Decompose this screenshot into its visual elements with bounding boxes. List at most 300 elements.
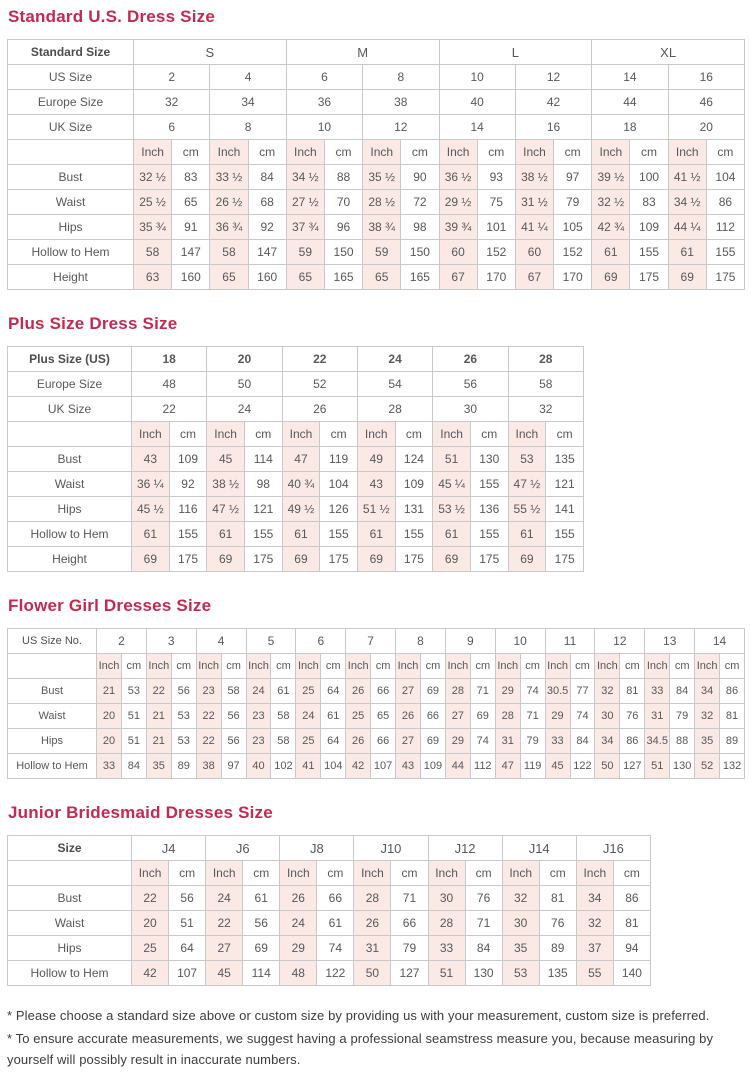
unit-header-row bbox=[8, 140, 745, 165]
inch-value-cell: 51 ½ bbox=[357, 497, 395, 522]
standard-size-table-container bbox=[7, 39, 745, 290]
unit-cm-header-cell: cm bbox=[539, 861, 576, 886]
cm-value-cell: 130 bbox=[670, 754, 695, 779]
cm-value-cell: 112 bbox=[470, 754, 495, 779]
cm-value-cell: 122 bbox=[317, 961, 354, 986]
unit-header-row bbox=[8, 861, 651, 886]
size-value-cell: 6 bbox=[134, 115, 210, 140]
table-row bbox=[8, 547, 584, 572]
inch-value-cell: 23 bbox=[246, 704, 271, 729]
inch-value-cell: 39 ¾ bbox=[439, 215, 477, 240]
section-flower-girl bbox=[7, 596, 745, 779]
unit-cm-header-cell: cm bbox=[706, 140, 744, 165]
cm-value-cell: 56 bbox=[243, 911, 280, 936]
row-label: Waist bbox=[8, 704, 97, 729]
size-value-cell: 58 bbox=[508, 372, 583, 397]
unit-inch-header-cell: Inch bbox=[146, 654, 171, 679]
table-row bbox=[8, 679, 745, 704]
unit-inch-header-cell: Inch bbox=[439, 140, 477, 165]
inch-value-cell: 29 bbox=[545, 704, 570, 729]
table-row bbox=[8, 472, 584, 497]
inch-value-cell: 44 bbox=[445, 754, 470, 779]
cm-value-cell: 74 bbox=[470, 729, 495, 754]
row-label: Bust bbox=[8, 679, 97, 704]
row-label: Hips bbox=[8, 497, 132, 522]
inch-value-cell: 58 bbox=[210, 240, 248, 265]
inch-value-cell: 22 bbox=[196, 729, 221, 754]
inch-value-cell: 53 ½ bbox=[433, 497, 471, 522]
inch-value-cell: 29 ½ bbox=[439, 190, 477, 215]
cm-value-cell: 56 bbox=[171, 679, 196, 704]
cm-value-cell: 155 bbox=[470, 472, 508, 497]
table-row bbox=[8, 886, 651, 911]
cm-value-cell: 175 bbox=[546, 547, 584, 572]
inch-value-cell: 35 bbox=[502, 936, 539, 961]
size-value-cell: 38 bbox=[363, 90, 439, 115]
inch-value-cell: 69 bbox=[207, 547, 245, 572]
inch-value-cell: 28 bbox=[354, 886, 391, 911]
inch-value-cell: 37 ¾ bbox=[286, 215, 324, 240]
size-header-cell: 11 bbox=[545, 629, 595, 654]
size-header-cell: 7 bbox=[346, 629, 396, 654]
cm-value-cell: 83 bbox=[172, 165, 210, 190]
size-header-cell: J4 bbox=[132, 836, 206, 861]
unit-cm-header-cell: cm bbox=[321, 654, 346, 679]
row-label: Bust bbox=[8, 447, 132, 472]
unit-cm-header-cell: cm bbox=[520, 654, 545, 679]
cm-value-cell: 84 bbox=[121, 754, 146, 779]
table-row bbox=[8, 115, 745, 140]
cm-value-cell: 136 bbox=[470, 497, 508, 522]
inch-value-cell: 41 ¼ bbox=[515, 215, 553, 240]
inch-value-cell: 32 bbox=[595, 679, 620, 704]
size-value-cell: 32 bbox=[134, 90, 210, 115]
cm-value-cell: 130 bbox=[465, 961, 502, 986]
cm-value-cell: 100 bbox=[630, 165, 668, 190]
junior-bridesmaid-table-container bbox=[7, 835, 745, 986]
size-value-cell: 10 bbox=[439, 65, 515, 90]
inch-value-cell: 41 ½ bbox=[668, 165, 706, 190]
inch-value-cell: 25 bbox=[296, 679, 321, 704]
cm-value-cell: 56 bbox=[221, 704, 246, 729]
cm-value-cell: 69 bbox=[243, 936, 280, 961]
size-table bbox=[7, 628, 745, 779]
size-value-cell: 54 bbox=[357, 372, 432, 397]
table-row bbox=[8, 522, 584, 547]
inch-value-cell: 29 bbox=[280, 936, 317, 961]
cm-value-cell: 84 bbox=[248, 165, 286, 190]
size-value-cell: 16 bbox=[515, 115, 591, 140]
cm-value-cell: 107 bbox=[371, 754, 396, 779]
unit-inch-header-cell: Inch bbox=[433, 422, 471, 447]
cm-value-cell: 96 bbox=[324, 215, 362, 240]
cm-value-cell: 89 bbox=[539, 936, 576, 961]
cm-value-cell: 58 bbox=[271, 729, 296, 754]
unit-cm-header-cell: cm bbox=[317, 861, 354, 886]
size-value-cell: 56 bbox=[433, 372, 508, 397]
cm-value-cell: 66 bbox=[371, 679, 396, 704]
inch-value-cell: 24 bbox=[246, 679, 271, 704]
inch-value-cell: 51 bbox=[645, 754, 670, 779]
inch-value-cell: 69 bbox=[668, 265, 706, 290]
size-header-cell: L bbox=[439, 40, 592, 65]
inch-value-cell: 27 bbox=[206, 936, 243, 961]
inch-value-cell: 58 bbox=[134, 240, 172, 265]
cm-value-cell: 121 bbox=[244, 497, 282, 522]
cm-value-cell: 91 bbox=[172, 215, 210, 240]
unit-inch-header-cell: Inch bbox=[132, 861, 169, 886]
cm-value-cell: 165 bbox=[324, 265, 362, 290]
size-value-cell: 2 bbox=[134, 65, 210, 90]
unit-inch-header-cell: Inch bbox=[363, 140, 401, 165]
row-label: Hips bbox=[8, 936, 132, 961]
size-header-cell: 12 bbox=[595, 629, 645, 654]
unit-cm-header-cell: cm bbox=[570, 654, 595, 679]
size-value-cell: 24 bbox=[207, 397, 282, 422]
unit-inch-header-cell: Inch bbox=[428, 861, 465, 886]
cm-value-cell: 98 bbox=[401, 215, 439, 240]
cm-value-cell: 86 bbox=[706, 190, 744, 215]
inch-value-cell: 69 bbox=[433, 547, 471, 572]
cm-value-cell: 155 bbox=[320, 522, 358, 547]
inch-value-cell: 34 ½ bbox=[668, 190, 706, 215]
cm-value-cell: 70 bbox=[324, 190, 362, 215]
inch-value-cell: 26 bbox=[396, 704, 421, 729]
unit-cm-header-cell: cm bbox=[554, 140, 592, 165]
cm-value-cell: 175 bbox=[630, 265, 668, 290]
inch-value-cell: 22 bbox=[146, 679, 171, 704]
cm-value-cell: 79 bbox=[391, 936, 428, 961]
cm-value-cell: 51 bbox=[121, 704, 146, 729]
inch-value-cell: 69 bbox=[132, 547, 170, 572]
size-value-cell: 30 bbox=[433, 397, 508, 422]
unit-cm-header-cell: cm bbox=[477, 140, 515, 165]
cm-value-cell: 170 bbox=[554, 265, 592, 290]
inch-value-cell: 48 bbox=[280, 961, 317, 986]
cm-value-cell: 150 bbox=[401, 240, 439, 265]
inch-value-cell: 23 bbox=[246, 729, 271, 754]
unit-header-row bbox=[8, 422, 584, 447]
size-header-cell: J6 bbox=[206, 836, 280, 861]
inch-value-cell: 43 bbox=[357, 472, 395, 497]
cm-value-cell: 94 bbox=[613, 936, 650, 961]
cm-value-cell: 126 bbox=[320, 497, 358, 522]
cm-value-cell: 81 bbox=[613, 911, 650, 936]
inch-value-cell: 47 ½ bbox=[207, 497, 245, 522]
inch-value-cell: 42 bbox=[132, 961, 169, 986]
cm-value-cell: 64 bbox=[169, 936, 206, 961]
unit-inch-header-cell: Inch bbox=[196, 654, 221, 679]
unit-cm-header-cell: cm bbox=[470, 422, 508, 447]
row-label: Hollow to Hem bbox=[8, 961, 132, 986]
inch-value-cell: 25 bbox=[296, 729, 321, 754]
size-header-cell: 8 bbox=[396, 629, 446, 654]
inch-value-cell: 59 bbox=[363, 240, 401, 265]
inch-value-cell: 26 ½ bbox=[210, 190, 248, 215]
cm-value-cell: 71 bbox=[391, 886, 428, 911]
inch-value-cell: 26 bbox=[346, 679, 371, 704]
inch-value-cell: 61 bbox=[433, 522, 471, 547]
cm-value-cell: 107 bbox=[169, 961, 206, 986]
cm-value-cell: 150 bbox=[324, 240, 362, 265]
cm-value-cell: 61 bbox=[243, 886, 280, 911]
cm-value-cell: 170 bbox=[477, 265, 515, 290]
cm-value-cell: 98 bbox=[244, 472, 282, 497]
inch-value-cell: 31 bbox=[645, 704, 670, 729]
cm-value-cell: 155 bbox=[546, 522, 584, 547]
inch-value-cell: 26 bbox=[354, 911, 391, 936]
cm-value-cell: 56 bbox=[169, 886, 206, 911]
size-header-cell: XL bbox=[592, 40, 745, 65]
table-row bbox=[8, 65, 745, 90]
cm-value-cell: 130 bbox=[470, 447, 508, 472]
inch-value-cell: 22 bbox=[132, 886, 169, 911]
cm-value-cell: 119 bbox=[320, 447, 358, 472]
unit-cm-header-cell: cm bbox=[391, 861, 428, 886]
row-label: Plus Size (US) bbox=[8, 347, 132, 372]
row-label bbox=[8, 654, 97, 679]
cm-value-cell: 175 bbox=[244, 547, 282, 572]
inch-value-cell: 45 bbox=[206, 961, 243, 986]
size-value-cell: 12 bbox=[363, 115, 439, 140]
footnote-custom-size: * Please choose a standard size above or custom size by providing us with your measurement, custom size is preferred. bbox=[7, 1008, 710, 1023]
flower-girl-table-container bbox=[7, 628, 745, 779]
cm-value-cell: 58 bbox=[271, 704, 296, 729]
table-header-row bbox=[8, 347, 584, 372]
table-row bbox=[8, 936, 651, 961]
cm-value-cell: 152 bbox=[554, 240, 592, 265]
row-label bbox=[8, 140, 134, 165]
cm-value-cell: 141 bbox=[546, 497, 584, 522]
size-value-cell: 52 bbox=[282, 372, 357, 397]
cm-value-cell: 86 bbox=[613, 886, 650, 911]
inch-value-cell: 38 ½ bbox=[515, 165, 553, 190]
inch-value-cell: 33 ½ bbox=[210, 165, 248, 190]
size-header-cell: 14 bbox=[695, 629, 745, 654]
unit-inch-header-cell: Inch bbox=[282, 422, 320, 447]
inch-value-cell: 45 ½ bbox=[132, 497, 170, 522]
inch-value-cell: 34 bbox=[695, 679, 720, 704]
size-table bbox=[7, 835, 651, 986]
cm-value-cell: 122 bbox=[570, 754, 595, 779]
table-row bbox=[8, 961, 651, 986]
size-value-cell: 34 bbox=[210, 90, 286, 115]
cm-value-cell: 51 bbox=[121, 729, 146, 754]
size-value-cell: 42 bbox=[515, 90, 591, 115]
inch-value-cell: 65 bbox=[286, 265, 324, 290]
inch-value-cell: 30.5 bbox=[545, 679, 570, 704]
cm-value-cell: 75 bbox=[477, 190, 515, 215]
cm-value-cell: 155 bbox=[630, 240, 668, 265]
row-label: Hollow to Hem bbox=[8, 754, 97, 779]
inch-value-cell: 33 bbox=[428, 936, 465, 961]
inch-value-cell: 61 bbox=[357, 522, 395, 547]
inch-value-cell: 65 bbox=[210, 265, 248, 290]
inch-value-cell: 69 bbox=[357, 547, 395, 572]
inch-value-cell: 59 bbox=[286, 240, 324, 265]
inch-value-cell: 35 ½ bbox=[363, 165, 401, 190]
cm-value-cell: 68 bbox=[248, 190, 286, 215]
row-label: Hollow to Hem bbox=[8, 240, 134, 265]
size-header-cell: 2 bbox=[97, 629, 147, 654]
table-row bbox=[8, 265, 745, 290]
inch-value-cell: 60 bbox=[515, 240, 553, 265]
inch-value-cell: 25 ½ bbox=[134, 190, 172, 215]
size-header-cell: J16 bbox=[576, 836, 650, 861]
size-value-cell: 6 bbox=[286, 65, 362, 90]
cm-value-cell: 114 bbox=[243, 961, 280, 986]
unit-header-row bbox=[8, 654, 745, 679]
cm-value-cell: 64 bbox=[321, 729, 346, 754]
cm-value-cell: 175 bbox=[169, 547, 207, 572]
inch-value-cell: 28 bbox=[445, 679, 470, 704]
cm-value-cell: 74 bbox=[570, 704, 595, 729]
inch-value-cell: 37 bbox=[576, 936, 613, 961]
unit-inch-header-cell: Inch bbox=[515, 140, 553, 165]
inch-value-cell: 27 ½ bbox=[286, 190, 324, 215]
row-label: Bust bbox=[8, 165, 134, 190]
row-label: Waist bbox=[8, 472, 132, 497]
unit-cm-header-cell: cm bbox=[465, 861, 502, 886]
unit-inch-header-cell: Inch bbox=[357, 422, 395, 447]
inch-value-cell: 69 bbox=[282, 547, 320, 572]
cm-value-cell: 140 bbox=[613, 961, 650, 986]
cm-value-cell: 175 bbox=[706, 265, 744, 290]
inch-value-cell: 45 bbox=[207, 447, 245, 472]
inch-value-cell: 43 bbox=[132, 447, 170, 472]
inch-value-cell: 50 bbox=[595, 754, 620, 779]
inch-value-cell: 36 ¼ bbox=[132, 472, 170, 497]
inch-value-cell: 40 ¾ bbox=[282, 472, 320, 497]
unit-inch-header-cell: Inch bbox=[280, 861, 317, 886]
inch-value-cell: 47 ½ bbox=[508, 472, 546, 497]
row-label: Waist bbox=[8, 911, 132, 936]
size-value-cell: 46 bbox=[668, 90, 744, 115]
table-row bbox=[8, 704, 745, 729]
cm-value-cell: 61 bbox=[317, 911, 354, 936]
inch-value-cell: 47 bbox=[495, 754, 520, 779]
inch-value-cell: 21 bbox=[97, 679, 122, 704]
cm-value-cell: 86 bbox=[620, 729, 645, 754]
inch-value-cell: 32 bbox=[695, 704, 720, 729]
size-value-cell: 20 bbox=[668, 115, 744, 140]
cm-value-cell: 155 bbox=[169, 522, 207, 547]
inch-value-cell: 24 bbox=[296, 704, 321, 729]
inch-value-cell: 44 ¼ bbox=[668, 215, 706, 240]
unit-cm-header-cell: cm bbox=[420, 654, 445, 679]
inch-value-cell: 28 bbox=[428, 911, 465, 936]
inch-value-cell: 30 bbox=[502, 911, 539, 936]
cm-value-cell: 69 bbox=[420, 729, 445, 754]
inch-value-cell: 27 bbox=[445, 704, 470, 729]
size-header-cell: 13 bbox=[645, 629, 695, 654]
cm-value-cell: 131 bbox=[395, 497, 433, 522]
cm-value-cell: 93 bbox=[477, 165, 515, 190]
cm-value-cell: 165 bbox=[401, 265, 439, 290]
cm-value-cell: 58 bbox=[221, 679, 246, 704]
unit-inch-header-cell: Inch bbox=[286, 140, 324, 165]
unit-inch-header-cell: Inch bbox=[354, 861, 391, 886]
inch-value-cell: 34 bbox=[576, 886, 613, 911]
row-label: Hollow to Hem bbox=[8, 522, 132, 547]
cm-value-cell: 127 bbox=[391, 961, 428, 986]
inch-value-cell: 33 bbox=[545, 729, 570, 754]
cm-value-cell: 79 bbox=[554, 190, 592, 215]
unit-cm-header-cell: cm bbox=[169, 422, 207, 447]
unit-cm-header-cell: cm bbox=[395, 422, 433, 447]
inch-value-cell: 35 bbox=[146, 754, 171, 779]
cm-value-cell: 53 bbox=[171, 704, 196, 729]
inch-value-cell: 52 bbox=[695, 754, 720, 779]
cm-value-cell: 175 bbox=[470, 547, 508, 572]
size-value-cell: 8 bbox=[210, 115, 286, 140]
cm-value-cell: 51 bbox=[169, 911, 206, 936]
cm-value-cell: 76 bbox=[465, 886, 502, 911]
unit-cm-header-cell: cm bbox=[169, 861, 206, 886]
unit-inch-header-cell: Inch bbox=[134, 140, 172, 165]
size-header-cell: 20 bbox=[207, 347, 282, 372]
unit-cm-header-cell: cm bbox=[171, 654, 196, 679]
cm-value-cell: 89 bbox=[720, 729, 745, 754]
size-header-cell: 6 bbox=[296, 629, 346, 654]
inch-value-cell: 65 bbox=[363, 265, 401, 290]
row-label: US Size No. bbox=[8, 629, 97, 654]
unit-inch-header-cell: Inch bbox=[576, 861, 613, 886]
cm-value-cell: 114 bbox=[244, 447, 282, 472]
inch-value-cell: 35 ¾ bbox=[134, 215, 172, 240]
cm-value-cell: 65 bbox=[172, 190, 210, 215]
unit-inch-header-cell: Inch bbox=[645, 654, 670, 679]
cm-value-cell: 135 bbox=[539, 961, 576, 986]
cm-value-cell: 109 bbox=[395, 472, 433, 497]
size-table bbox=[7, 39, 745, 290]
table-row bbox=[8, 447, 584, 472]
cm-value-cell: 116 bbox=[169, 497, 207, 522]
table-row bbox=[8, 190, 745, 215]
table-row bbox=[8, 397, 584, 422]
unit-cm-header-cell: cm bbox=[470, 654, 495, 679]
inch-value-cell: 36 ¾ bbox=[210, 215, 248, 240]
cm-value-cell: 77 bbox=[570, 679, 595, 704]
cm-value-cell: 88 bbox=[670, 729, 695, 754]
cm-value-cell: 76 bbox=[620, 704, 645, 729]
inch-value-cell: 67 bbox=[515, 265, 553, 290]
inch-value-cell: 26 bbox=[280, 886, 317, 911]
cm-value-cell: 155 bbox=[395, 522, 433, 547]
size-header-cell: 24 bbox=[357, 347, 432, 372]
table-row bbox=[8, 165, 745, 190]
table-header-row bbox=[8, 629, 745, 654]
inch-value-cell: 22 bbox=[206, 911, 243, 936]
row-label bbox=[8, 861, 132, 886]
size-header-cell: S bbox=[134, 40, 287, 65]
cm-value-cell: 81 bbox=[539, 886, 576, 911]
inch-value-cell: 25 bbox=[132, 936, 169, 961]
plus-size-table-container bbox=[7, 346, 745, 572]
unit-inch-header-cell: Inch bbox=[545, 654, 570, 679]
row-label: Height bbox=[8, 547, 132, 572]
size-value-cell: 28 bbox=[357, 397, 432, 422]
cm-value-cell: 66 bbox=[371, 729, 396, 754]
inch-value-cell: 28 bbox=[495, 704, 520, 729]
cm-value-cell: 155 bbox=[244, 522, 282, 547]
section-title-standard: Standard U.S. Dress Size bbox=[8, 7, 215, 26]
inch-value-cell: 38 ¾ bbox=[363, 215, 401, 240]
size-value-cell: 32 bbox=[508, 397, 583, 422]
size-header-cell: J12 bbox=[428, 836, 502, 861]
unit-inch-header-cell: Inch bbox=[396, 654, 421, 679]
size-value-cell: 26 bbox=[282, 397, 357, 422]
